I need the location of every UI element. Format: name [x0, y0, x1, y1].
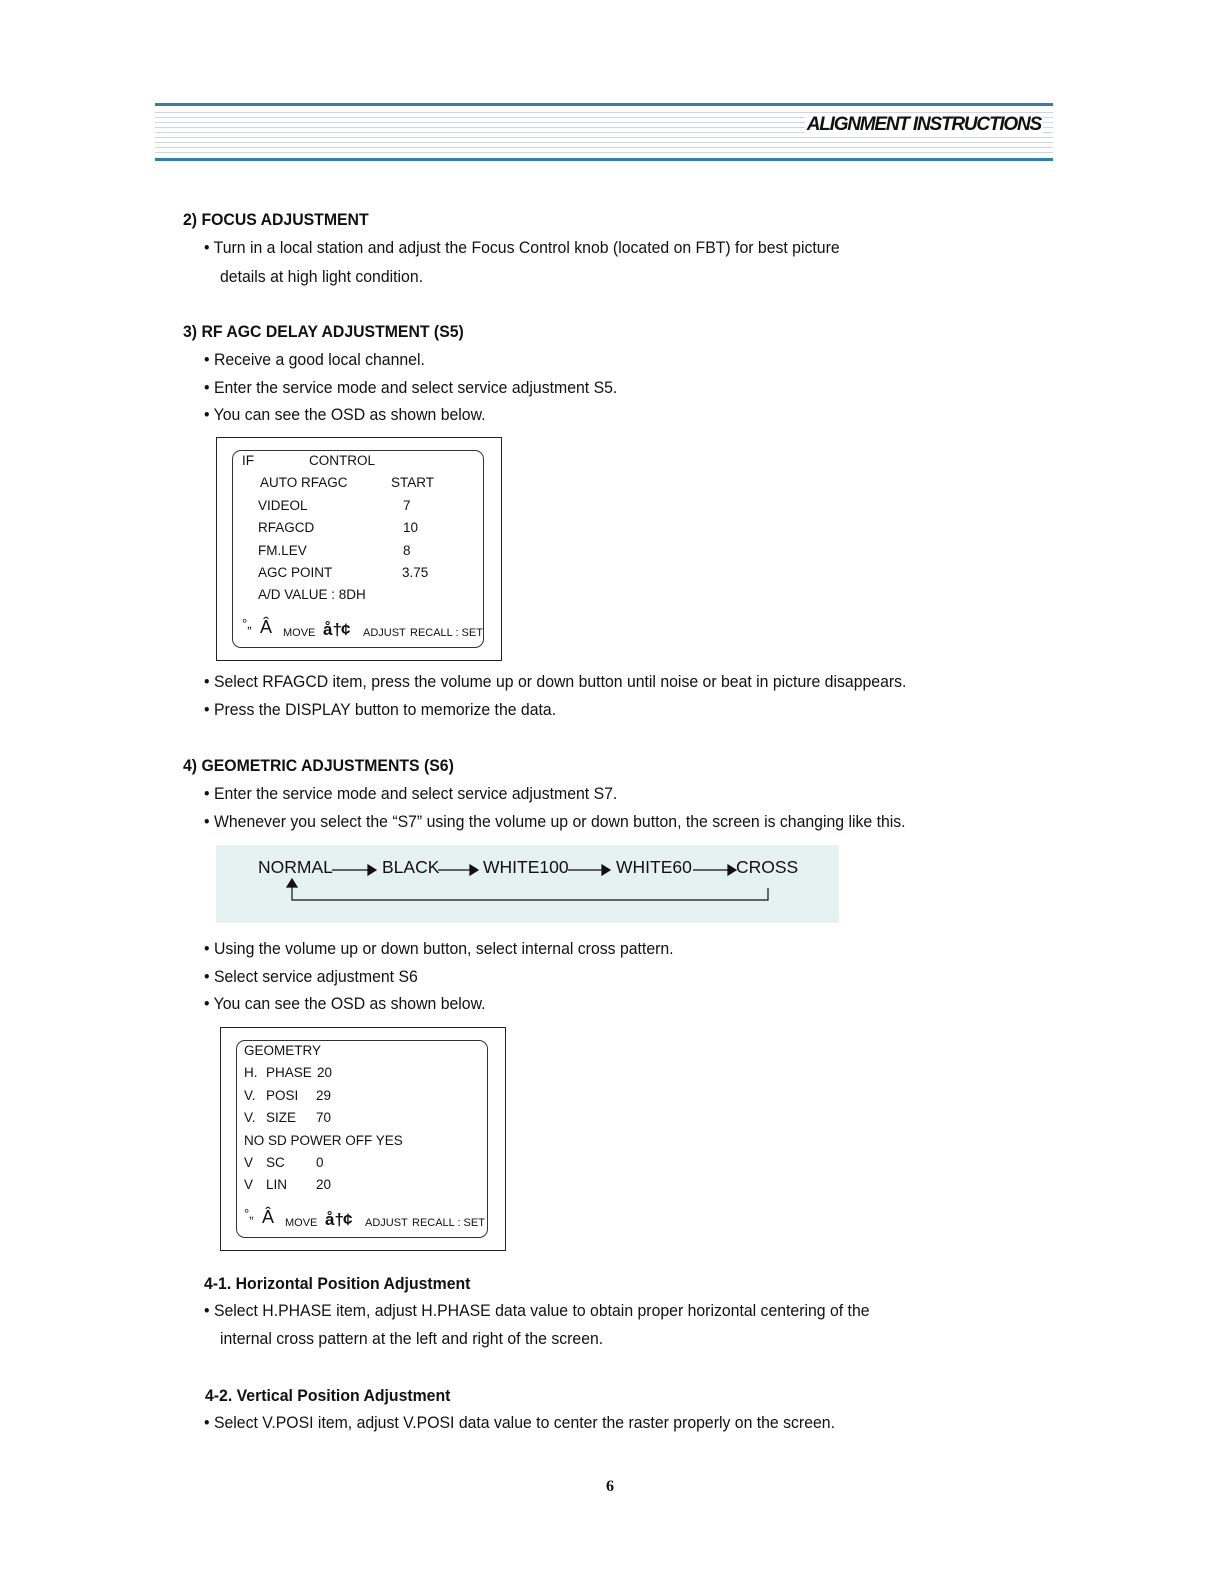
- flow-arrow-icon: [470, 865, 478, 875]
- osd-title: GEOMETRY: [244, 1043, 322, 1058]
- osd-row-label: RFAGCD: [258, 520, 315, 535]
- osd-row-value: 10: [403, 520, 419, 535]
- hpos-bullet-cont: internal cross pattern at the left and right of the screen.: [220, 1329, 604, 1348]
- geometric-heading: 4) GEOMETRIC ADJUSTMENTS (S6): [183, 756, 454, 775]
- flow-return-arrow-icon: [287, 879, 297, 887]
- pattern-flow-diagram: [216, 845, 839, 923]
- osd-geometry: [220, 1027, 506, 1251]
- geometric-bullet: • Enter the service mode and select service adjustment S7.: [204, 784, 618, 803]
- flow-step: WHITE100: [483, 857, 569, 877]
- rfagc-heading: 3) RF AGC DELAY ADJUSTMENT (S5): [183, 322, 464, 341]
- flow-arrow-icon: [602, 865, 610, 875]
- osd-recall-label: RECALL : SET: [410, 627, 483, 639]
- flow-arrow-icon: [728, 865, 736, 875]
- osd-row-label: POSI: [266, 1088, 299, 1103]
- focus-bullet: • Turn in a local station and adjust the Focus Control knob (located on FBT) for best picture: [204, 238, 840, 257]
- osd-move-label: MOVE: [285, 1217, 318, 1229]
- osd-row-value: 29: [316, 1088, 332, 1103]
- osd-if-control: [216, 437, 502, 661]
- osd-adjust-label: ADJUST: [363, 627, 406, 639]
- osd-row-prefix: H.: [244, 1065, 258, 1080]
- hpos-heading: 4-1. Horizontal Position Adjustment: [204, 1274, 471, 1293]
- osd-adjust-label: ADJUST: [365, 1217, 408, 1229]
- rfagc-bullet: • Receive a good local channel.: [204, 350, 425, 369]
- adjust-glyph-icon: å†: [323, 620, 342, 639]
- flow-return-line: [292, 885, 768, 900]
- osd-title: CONTROL: [309, 453, 376, 468]
- osd-row-value: START: [391, 475, 435, 490]
- osd-move-label: MOVE: [283, 627, 316, 639]
- osd-row-label: PHASE: [266, 1065, 312, 1080]
- arrow-glyph-icon: Â: [262, 1207, 275, 1227]
- adjust-glyph-icon: ¢: [341, 620, 351, 639]
- focus-bullet-cont: details at high light condition.: [220, 267, 424, 286]
- flow-arrows: [216, 845, 839, 923]
- focus-bullet-text: Turn in a local station and adjust the Focus Control knob (located on FBT) for best picture: [213, 238, 840, 257]
- rfagc-bullet: • Press the DISPLAY button to memorize the data.: [204, 700, 557, 719]
- osd-row-value: 7: [403, 498, 411, 513]
- osd-row-label: VIDEOL: [258, 498, 308, 513]
- flow-step: BLACK: [382, 857, 440, 877]
- page-header: [155, 103, 1053, 161]
- adjust-glyph-icon: å†: [325, 1210, 344, 1229]
- osd-row-prefix: V.: [244, 1110, 256, 1125]
- osd-row-prefix: V: [244, 1155, 254, 1170]
- osd-row-prefix: V.: [244, 1088, 256, 1103]
- osd-title-left: IF: [242, 453, 254, 468]
- page-number: 6: [606, 1478, 614, 1495]
- flow-step: WHITE60: [616, 857, 692, 877]
- adjust-glyph-icon: ¢: [343, 1210, 353, 1229]
- osd-row-prefix: V: [244, 1177, 254, 1192]
- osd-row-value: 8: [403, 543, 411, 558]
- osd-row-label: AUTO RFAGC: [260, 475, 348, 490]
- osd-row-label: AGC POINT: [258, 565, 333, 580]
- updown-icon: °„: [244, 1206, 254, 1221]
- flow-step: CROSS: [736, 857, 799, 877]
- osd-row-value: 20: [316, 1177, 332, 1192]
- osd-row-value: 70: [316, 1110, 332, 1125]
- osd-row-label: LIN: [266, 1177, 288, 1192]
- osd-recall-label: RECALL : SET: [412, 1217, 485, 1229]
- rfagc-bullet: • Select RFAGCD item, press the volume up or down button until noise or beat in picture disappears.: [204, 672, 907, 691]
- osd-row-label: FM.LEV: [258, 543, 307, 558]
- osd-row-power: NO SD POWER OFF YES: [244, 1133, 403, 1148]
- osd-row-value: 3.75: [402, 565, 429, 580]
- geometric-bullet: • Using the volume up or down button, select internal cross pattern.: [204, 939, 674, 958]
- updown-icon: °„: [242, 616, 252, 631]
- geometric-bullet: • You can see the OSD as shown below.: [204, 994, 486, 1013]
- arrow-glyph-icon: Â: [260, 617, 273, 637]
- vpos-bullet: • Select V.POSI item, adjust V.POSI data value to center the raster properly on the screen.: [204, 1413, 835, 1432]
- osd-row-label: SIZE: [266, 1110, 297, 1125]
- osd-row-value: 0: [316, 1155, 324, 1170]
- flow-arrow-icon: [368, 865, 376, 875]
- vpos-heading: 4-2. Vertical Position Adjustment: [205, 1386, 451, 1405]
- rfagc-bullet: • Enter the service mode and select service adjustment S5.: [204, 378, 618, 397]
- header-title: ALIGNMENT INSTRUCTIONS: [806, 114, 1041, 135]
- osd-ad-value: A/D VALUE : 8DH: [258, 587, 366, 602]
- focus-heading: 2) FOCUS ADJUSTMENT: [183, 210, 369, 229]
- hpos-bullet: • Select H.PHASE item, adjust H.PHASE data value to obtain proper horizontal centering of the: [204, 1301, 870, 1320]
- osd-row-value: 20: [317, 1065, 333, 1080]
- flow-step: NORMAL: [258, 857, 333, 877]
- rfagc-bullet: • You can see the OSD as shown below.: [204, 405, 486, 424]
- osd-row-label: SC: [266, 1155, 285, 1170]
- geometric-bullet: • Select service adjustment S6: [204, 967, 418, 986]
- geometric-bullet: • Whenever you select the “S7” using the volume up or down button, the screen is changing like this.: [204, 812, 906, 831]
